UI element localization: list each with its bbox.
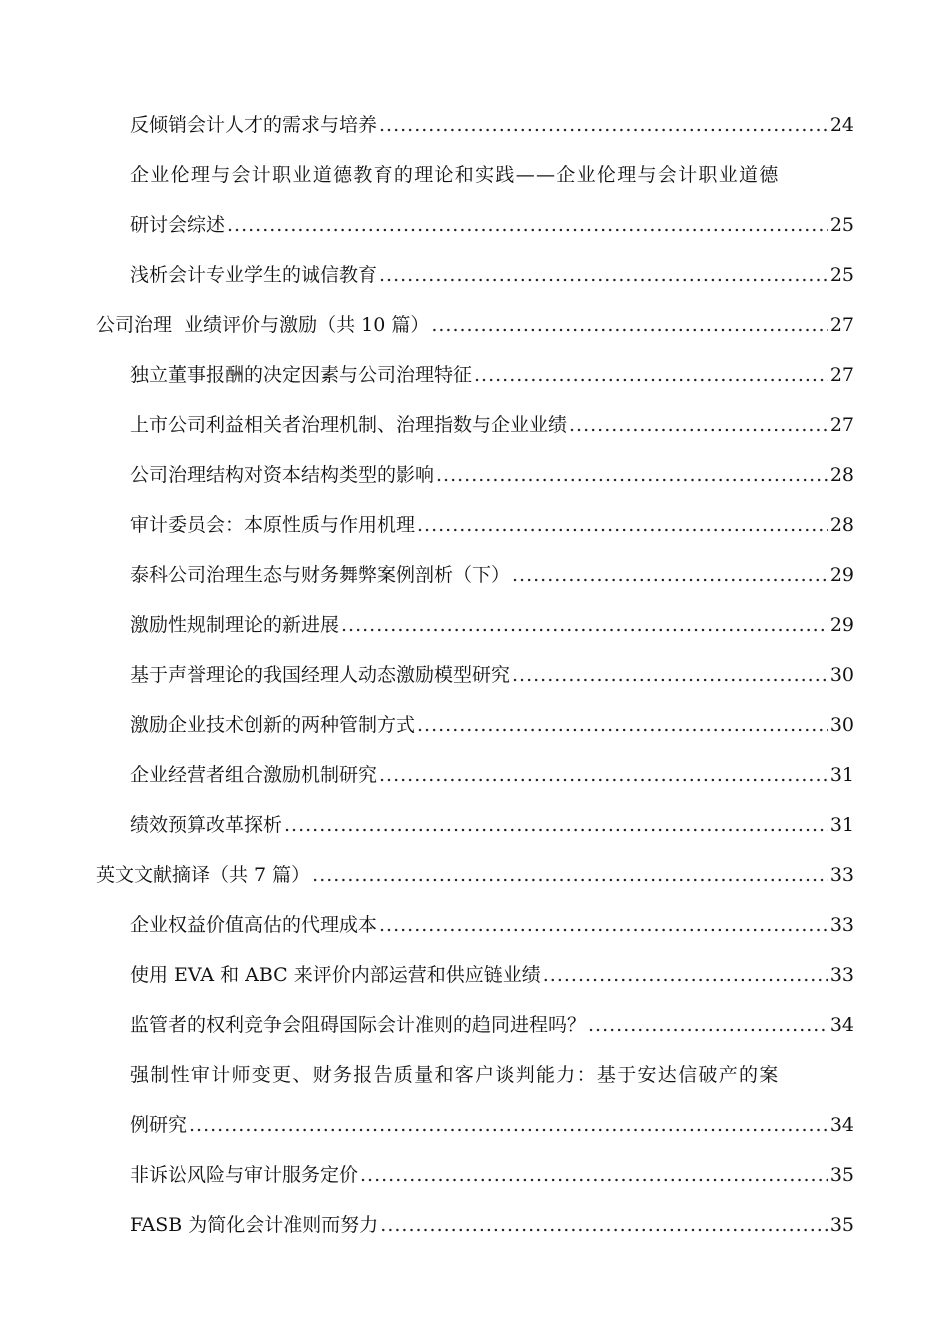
toc-entry[interactable] bbox=[0, 1150, 854, 1200]
toc-page-number: 28 bbox=[829, 464, 854, 486]
toc-page-number: 34 bbox=[829, 1114, 854, 1136]
toc-entry-title: 企业经营者组合激励机制研究 bbox=[130, 764, 378, 786]
toc-entry-title: 激励企业技术创新的两种管制方式 bbox=[130, 714, 416, 736]
toc-entry-title: 浅析会计专业学生的诚信教育 bbox=[130, 264, 378, 286]
toc-page-number: 25 bbox=[829, 264, 854, 286]
toc-page-number: 27 bbox=[829, 414, 854, 436]
toc-entry-title: 反倾销会计人才的需求与培养 bbox=[130, 114, 378, 136]
toc-page-number: 33 bbox=[829, 964, 854, 986]
toc-entry[interactable] bbox=[0, 650, 854, 700]
toc-entry-title: 监管者的权利竞争会阻碍国际会计准则的趋同进程吗？ bbox=[130, 1014, 587, 1036]
toc-leader-dots bbox=[380, 1200, 828, 1250]
toc-entry-title: 激励性规制理论的新进展 bbox=[130, 614, 340, 636]
toc-entry[interactable] bbox=[0, 500, 854, 550]
toc-entry[interactable] bbox=[0, 1200, 854, 1250]
toc-entry[interactable] bbox=[0, 800, 854, 850]
toc-entry-title-continued: 研讨会综述 bbox=[130, 214, 226, 236]
toc-entry[interactable] bbox=[0, 900, 854, 950]
toc-page-number: 27 bbox=[829, 364, 854, 386]
toc-entry[interactable] bbox=[0, 950, 854, 1000]
toc-leader-dots bbox=[474, 350, 828, 400]
toc-section-title: 英文文献摘译（共 7 篇） bbox=[96, 864, 311, 886]
toc-entry-title: 独立董事报酬的决定因素与公司治理特征 bbox=[130, 364, 473, 386]
toc-leader-dots bbox=[284, 800, 828, 850]
toc-entry-title: 上市公司利益相关者治理机制、治理指数与企业业绩 bbox=[130, 414, 568, 436]
toc-leader-dots bbox=[512, 650, 828, 700]
toc-leader-dots bbox=[379, 250, 828, 300]
toc-entry-title: 基于声誉理论的我国经理人动态激励模型研究 bbox=[130, 664, 511, 686]
toc-page-number: 35 bbox=[829, 1164, 854, 1186]
toc-entry[interactable] bbox=[0, 150, 854, 250]
toc-page-number: 29 bbox=[829, 564, 854, 586]
toc-entry-title: FASB 为简化会计准则而努力 bbox=[130, 1214, 379, 1236]
toc-leader-dots bbox=[569, 400, 828, 450]
toc-page-number: 28 bbox=[829, 514, 854, 536]
toc-page-number: 33 bbox=[829, 864, 854, 886]
toc-leader-dots bbox=[431, 300, 827, 350]
toc-page-number: 24 bbox=[829, 114, 854, 136]
toc-entry[interactable] bbox=[0, 600, 854, 650]
toc-leader-dots bbox=[379, 100, 828, 150]
toc-entry-title: 企业权益价值高估的代理成本 bbox=[130, 914, 378, 936]
toc-leader-dots bbox=[341, 600, 828, 650]
toc-page-number: 27 bbox=[829, 314, 854, 336]
toc-entry[interactable] bbox=[0, 550, 854, 600]
toc-entry[interactable] bbox=[0, 1050, 854, 1150]
toc-entry-title: 审计委员会：本原性质与作用机理 bbox=[130, 514, 416, 536]
toc-entry-title: 非诉讼风险与审计服务定价 bbox=[130, 1164, 359, 1186]
toc-entry-title: 公司治理结构对资本结构类型的影响 bbox=[130, 464, 435, 486]
toc-entry[interactable] bbox=[0, 1000, 854, 1050]
toc-leader-dots bbox=[543, 950, 828, 1000]
toc-entry-title: 泰科公司治理生态与财务舞弊案例剖析（下） bbox=[130, 564, 511, 586]
toc-leader-dots bbox=[379, 900, 828, 950]
toc-leader-dots bbox=[312, 850, 828, 900]
table-of-contents bbox=[0, 100, 950, 1250]
toc-section-heading[interactable] bbox=[0, 300, 854, 350]
toc-leader-dots bbox=[512, 550, 828, 600]
toc-page-number: 31 bbox=[829, 814, 854, 836]
toc-entry-title: 使用 EVA 和 ABC 来评价内部运营和供应链业绩 bbox=[130, 964, 541, 986]
toc-entry[interactable] bbox=[0, 250, 854, 300]
toc-entry[interactable] bbox=[0, 400, 854, 450]
toc-entry[interactable] bbox=[0, 750, 854, 800]
toc-page-number: 29 bbox=[829, 614, 854, 636]
toc-leader-dots bbox=[417, 500, 828, 550]
toc-page-number: 25 bbox=[829, 214, 854, 236]
toc-leader-dots bbox=[360, 1150, 828, 1200]
toc-page-number: 35 bbox=[829, 1214, 854, 1236]
toc-entry[interactable] bbox=[0, 350, 854, 400]
toc-leader-dots bbox=[189, 1100, 828, 1150]
toc-leader-dots bbox=[417, 700, 828, 750]
toc-section-title: 公司治理 业绩评价与激励（共 10 篇） bbox=[96, 314, 430, 336]
toc-entry[interactable] bbox=[0, 100, 854, 150]
toc-entry-title: 企业伦理与会计职业道德教育的理论和实践——企业伦理与会计职业道德 bbox=[130, 164, 780, 186]
toc-page-number: 33 bbox=[829, 914, 854, 936]
toc-page-number: 30 bbox=[829, 664, 854, 686]
toc-section-heading[interactable] bbox=[0, 850, 854, 900]
toc-leader-dots bbox=[588, 1000, 828, 1050]
toc-entry-title: 强制性审计师变更、财务报告质量和客户谈判能力：基于安达信破产的案 bbox=[130, 1064, 780, 1086]
toc-leader-dots bbox=[436, 450, 828, 500]
toc-page-number: 34 bbox=[829, 1014, 854, 1036]
toc-entry-title: 绩效预算改革探析 bbox=[130, 814, 283, 836]
toc-entry-title-continued: 例研究 bbox=[130, 1114, 188, 1136]
toc-leader-dots bbox=[379, 750, 828, 800]
toc-page-number: 30 bbox=[829, 714, 854, 736]
toc-entry[interactable] bbox=[0, 700, 854, 750]
toc-entry[interactable] bbox=[0, 450, 854, 500]
toc-leader-dots bbox=[227, 200, 828, 250]
toc-page-number: 31 bbox=[829, 764, 854, 786]
